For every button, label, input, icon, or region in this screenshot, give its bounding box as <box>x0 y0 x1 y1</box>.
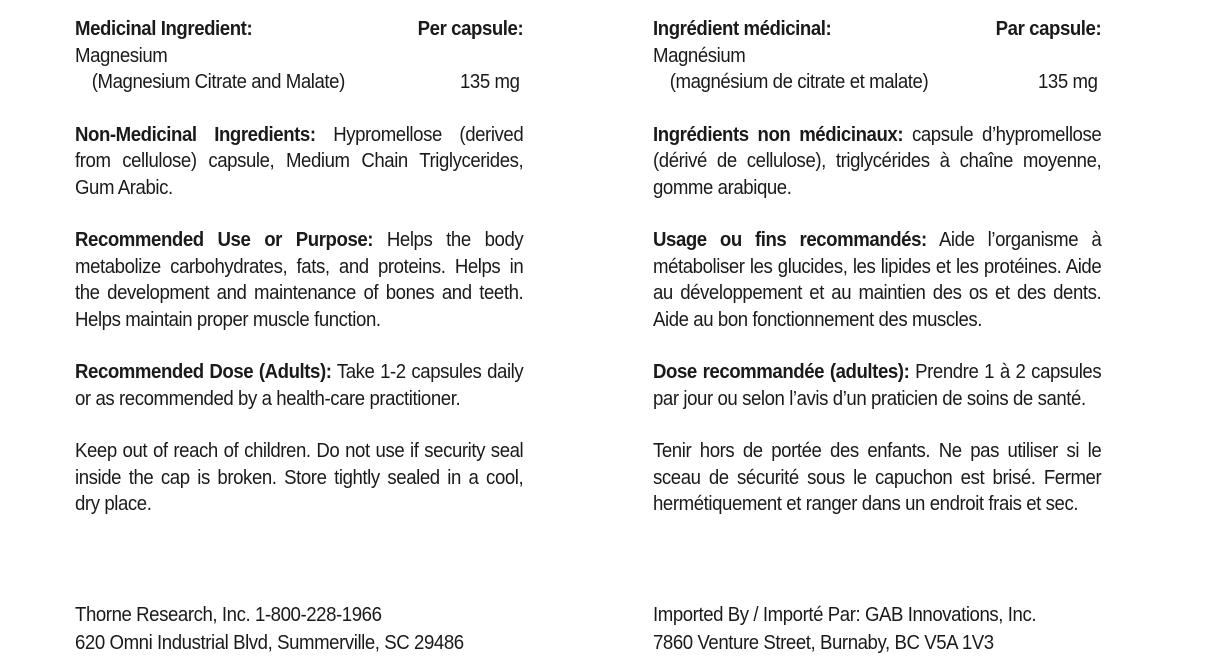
medicinal-ingredient-header-fr <box>653 16 1101 43</box>
ingredient-amount: 135 mg <box>460 71 520 93</box>
importer-line2: 7860 Venture Street, Burnaby, BC V5A 1V3 <box>653 632 994 654</box>
recommended-dose-text-fr: Prendre 1 à 2 capsules par jour ou selon l’avis d’un praticien de soins de santé. <box>653 361 1102 410</box>
recommended-dose-section <box>75 359 523 412</box>
medicinal-ingredient-header <box>75 16 523 43</box>
recommended-dose-section-fr <box>653 359 1101 412</box>
warning-text: Keep out of reach of children. Do not use if security seal inside the cap is broken. Store tightly sealed in a cool, dry place. <box>75 440 524 515</box>
recommended-use-label: Recommended Use or Purpose: <box>75 229 374 251</box>
warning-text-fr: Tenir hors de portée des enfants. Ne pas utiliser si le sceau de sécurité sous le capuchon est brisé. Fermer hermétiquement et ranger dans un endroit frais et sec. <box>653 440 1102 515</box>
recommended-dose-label: Recommended Dose (Adults): <box>75 361 332 383</box>
ingredient-source: (Magnesium Citrate and Malate) <box>91 71 345 93</box>
non-medicinal-text: Hypromellose (derived from cellulose) capsule, Medium Chain Triglycerides, Gum Arabic. <box>75 123 524 199</box>
recommended-use-text-fr: Aide l’organisme à métaboliser les glucides, les lipides et les protéines. Aide au développement et au maintien des os et des dents. Aide au bon fonctionnement des muscles. <box>653 229 1102 331</box>
recommended-dose-label-fr: Dose recommandée (adultes): <box>653 361 910 383</box>
per-capsule-label: Per capsule: <box>417 18 524 40</box>
importer-line1: Imported By / Importé Par: GAB Innovations, Inc. <box>653 604 1037 626</box>
ingredient-name: Magnesium <box>75 44 168 67</box>
medicinal-ingredient-label: Medicinal Ingredient: <box>75 18 253 40</box>
non-medicinal-text-fr: capsule d’hypromellose (dérivé de cellulose), triglycérides à chaîne moyenne, gomme arabique. <box>653 123 1102 199</box>
ingredient-amount-fr: 135 mg <box>1038 71 1098 93</box>
per-capsule-label-fr: Par capsule: <box>995 18 1102 40</box>
recommended-use-section-fr <box>653 227 1101 333</box>
recommended-use-text: Helps the body metabolize carbohydrates, fats, and proteins. Helps in the development and maintenance of bones and teeth. Helps maintain proper muscle function. <box>75 229 524 331</box>
non-medicinal-section-fr <box>653 122 1101 202</box>
manufacturer-line1: Thorne Research, Inc. 1-800-228-1966 <box>75 604 382 626</box>
non-medicinal-label-fr: Ingrédients non médicinaux: <box>653 123 904 146</box>
ingredient-source-row <box>75 69 523 96</box>
ingredient-source-row-fr <box>653 69 1101 96</box>
english-column <box>75 16 523 518</box>
non-medicinal-label: Non-Medicinal Ingredients: <box>75 123 316 146</box>
recommended-use-section <box>75 227 523 333</box>
medicinal-ingredient-label-fr: Ingrédient médicinal: <box>653 18 832 40</box>
recommended-use-label-fr: Usage ou fins recommandés: <box>653 229 927 251</box>
warning-section <box>75 438 523 518</box>
manufacturer-line2: 620 Omni Industrial Blvd, Summerville, SC 29486 <box>75 632 464 654</box>
importer-footer <box>653 601 1036 657</box>
recommended-dose-text: Take 1-2 capsules daily or as recommended by a health-care practitioner. <box>75 361 524 410</box>
ingredient-source-fr: (magnésium de citrate et malate) <box>669 71 929 93</box>
manufacturer-footer <box>75 601 464 657</box>
warning-section-fr <box>653 438 1101 518</box>
ingredient-name-fr: Magnésium <box>653 44 746 67</box>
non-medicinal-section <box>75 122 523 202</box>
french-column <box>653 16 1101 518</box>
